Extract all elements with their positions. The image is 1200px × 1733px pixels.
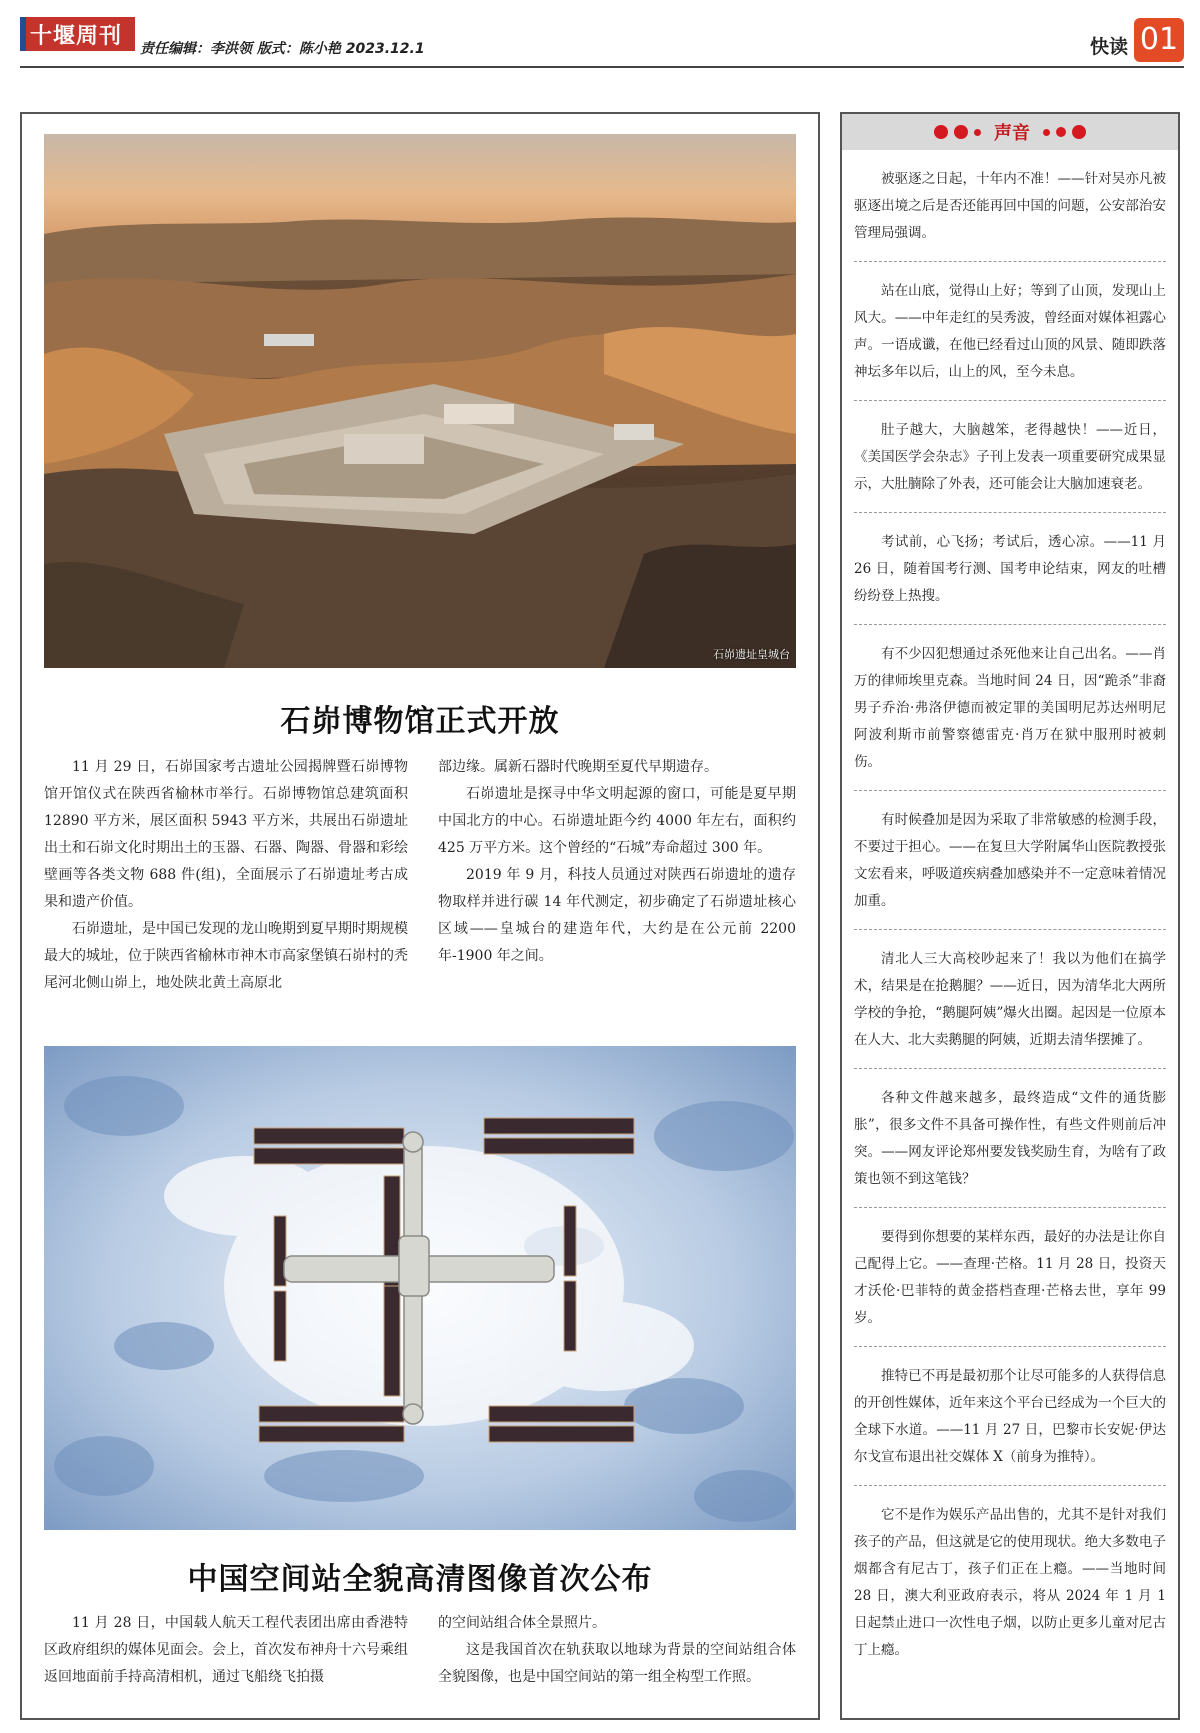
header-divider xyxy=(20,66,1184,68)
quote-divider xyxy=(854,1485,1166,1486)
photo-caption: 石峁遗址皇城台 xyxy=(713,648,790,661)
quote-item: 肚子越大，大脑越笨，老得越快！——近日，《美国医学会杂志》子刊上发表一项重要研究成果显示，大肚腩除了外表，还可能会让大脑加速衰老。 xyxy=(854,422,1166,492)
article2-column-2 xyxy=(438,1610,796,1691)
article1-column-1 xyxy=(44,754,408,997)
quote-item: 推特已不再是最初那个让尽可能多的人获得信息的开创性媒体，近年来这个平台已经成为一个巨大的全球下水道。——11 月 27 日，巴黎市长安妮·伊达尔戈宣布退出社交媒体 X（前身为推特）。 xyxy=(854,1368,1166,1465)
article2-paragraph: 这是我国首次在轨获取以地球为背景的空间站组合体全貌图像，也是中国空间站的第一组全构型工作照。 xyxy=(438,1642,796,1685)
quote-item: 站在山底，觉得山上好；等到了山顶，发现山上风大。——中年走红的吴秀波，曾经面对媒体袒露心声。一语成谶，在他已经看过山顶的风景、随即跌落神坛多年以后，山上的风，至今未息。 xyxy=(854,283,1166,380)
quote-divider xyxy=(854,790,1166,791)
quote-item: 有时候叠加是因为采取了非常敏感的检测手段，不要过于担心。——在复旦大学附属华山医院教授张文宏看来，呼吸道疾病叠加感染并不一定意味着情况加重。 xyxy=(854,812,1166,909)
dot-icon xyxy=(1072,125,1086,139)
article1-paragraph: 2019 年 9 月，科技人员通过对陕西石峁遗址的遗存物取样并进行碳 14 年代测定，初步确定了石峁遗址核心区域——皇城台的建造年代，大约是在公元前 2200 年-1900 年之间。 xyxy=(438,867,796,964)
space-station-illustration xyxy=(44,1046,796,1530)
quote-divider xyxy=(854,1068,1166,1069)
quote-item: 要得到你想要的某样东西，最好的办法是让你自己配得上它。——查理·芒格。11 月 28 日，投资天才沃伦·巴菲特的黄金搭档查理·芒格去世，享年 99 岁。 xyxy=(854,1229,1166,1326)
quote-divider xyxy=(854,1207,1166,1208)
quote-item: 有不少囚犯想通过杀死他来让自己出名。——肖万的律师埃里克森。当地时间 24 日，因“跪杀”非裔男子乔治·弗洛伊德而被定罪的美国明尼苏达州明尼阿波利斯市前警察德雷克·肖万在狱中服刑时被刺伤。 xyxy=(854,646,1166,770)
quote-divider xyxy=(854,1346,1166,1347)
quote-divider xyxy=(854,624,1166,625)
article1-column-2 xyxy=(438,754,796,970)
article1-headline: 石峁博物馆正式开放 xyxy=(280,704,560,739)
dot-icon xyxy=(1043,129,1050,136)
quote-item: 它不是作为娱乐产品出售的，尤其不是针对我们孩子的产品，但这就是它的使用现状。绝大多数电子烟都含有尼古丁，孩子们正在上瘾。——当地时间 28 日，澳大利亚政府表示，将从 2024 年 1 月 1 日起禁止进口一次性电子烟，以防止更多儿童对尼古丁上瘾。 xyxy=(854,1507,1166,1658)
quote-item: 考试前，心飞扬；考试后，透心凉。——11 月 26 日，随着国考行测、国考申论结束，网友的吐槽纷纷登上热搜。 xyxy=(854,534,1166,604)
quote-item: 各种文件越来越多，最终造成“文件的通货膨胀”，很多文件不具备可操作性，有些文件则前后冲突。——网友评论郑州要发钱奖励生育，为啥有了政策也领不到这笔钱？ xyxy=(854,1090,1166,1187)
quote-item: 被驱逐之日起，十年内不准！——针对吴亦凡被驱逐出境之后是否还能再回中国的问题，公安部治安管理局强调。 xyxy=(854,171,1166,241)
space-station-photo xyxy=(44,1046,796,1530)
sidebar-title: 声音 xyxy=(994,123,1030,144)
section-name: 快读 xyxy=(1089,36,1128,58)
dot-icon xyxy=(1056,127,1066,137)
quote-item: 清北人三大高校吵起来了！我以为他们在搞学术，结果是在抢鹅腿？——近日，因为清华北大两所学校的争抢，“鹅腿阿姨”爆火出圈。起因是一位原本在人大、北大卖鹅腿的阿姨，近期去清华摆摊了。 xyxy=(854,951,1166,1048)
masthead-logo xyxy=(20,17,135,51)
quote-divider xyxy=(854,929,1166,930)
quote-divider xyxy=(854,400,1166,401)
voices-sidebar xyxy=(840,112,1180,1720)
page-number-badge: 01 xyxy=(1134,18,1184,62)
masthead-title: 十堰周刊 xyxy=(30,23,123,49)
article1-paragraph: 石峁遗址，是中国已发现的龙山晚期到夏早期时期规模最大的城址，位于陕西省榆林市神木市高家堡镇石峁村的秃尾河北侧山峁上，地处陕北黄土高原北 xyxy=(44,921,408,991)
article2-paragraph-continued: 的空间站组合体全景照片。 xyxy=(438,1615,606,1631)
quote-list xyxy=(854,166,1166,1664)
sidebar-header xyxy=(842,114,1178,150)
article2-column-1 xyxy=(44,1610,408,1691)
dot-icon xyxy=(954,125,968,139)
quote-divider xyxy=(854,512,1166,513)
article2-paragraph: 11 月 28 日，中国载人航天工程代表团出席由香港特区政府组织的媒体见面会。会上，首次发布神舟十六号乘组返回地面前手持高清相机，通过飞船绕飞拍摄 xyxy=(44,1615,408,1685)
shimao-site-aerial-photo xyxy=(44,134,796,668)
editor-credits: 责任编辑：李洪领 版式：陈小艳 2023.12.1 xyxy=(140,41,425,57)
article1-paragraph: 石峁遗址是探寻中华文明起源的窗口，可能是夏早期中国北方的中心。石峁遗址距今约 4000 年左右，面积约 425 万平方米。这个曾经的“石城”寿命超过 300 年。 xyxy=(438,786,796,856)
dot-icon xyxy=(974,129,981,136)
main-panel xyxy=(20,112,820,1720)
masthead-stripe xyxy=(20,17,26,51)
quote-divider xyxy=(854,261,1166,262)
article2-headline: 中国空间站全貌高清图像首次公布 xyxy=(187,1562,653,1597)
article1-paragraph: 11 月 29 日，石峁国家考古遗址公园揭牌暨石峁博物馆开馆仪式在陕西省榆林市举行。石峁博物馆总建筑面积 12890 平方米，展区面积 5943 平方米，共展出石峁遗址出土和石峁文化时期出土的玉器、石器、陶器、骨器和彩绘壁画等各类文物 688 件(组)，全面展示了石峁遗址考古成果和遗产价值。 xyxy=(44,759,408,910)
landscape-illustration xyxy=(44,134,796,668)
article1-paragraph-continued: 部边缘。属新石器时代晚期至夏代早期遗存。 xyxy=(438,759,718,775)
dot-icon xyxy=(934,125,948,139)
